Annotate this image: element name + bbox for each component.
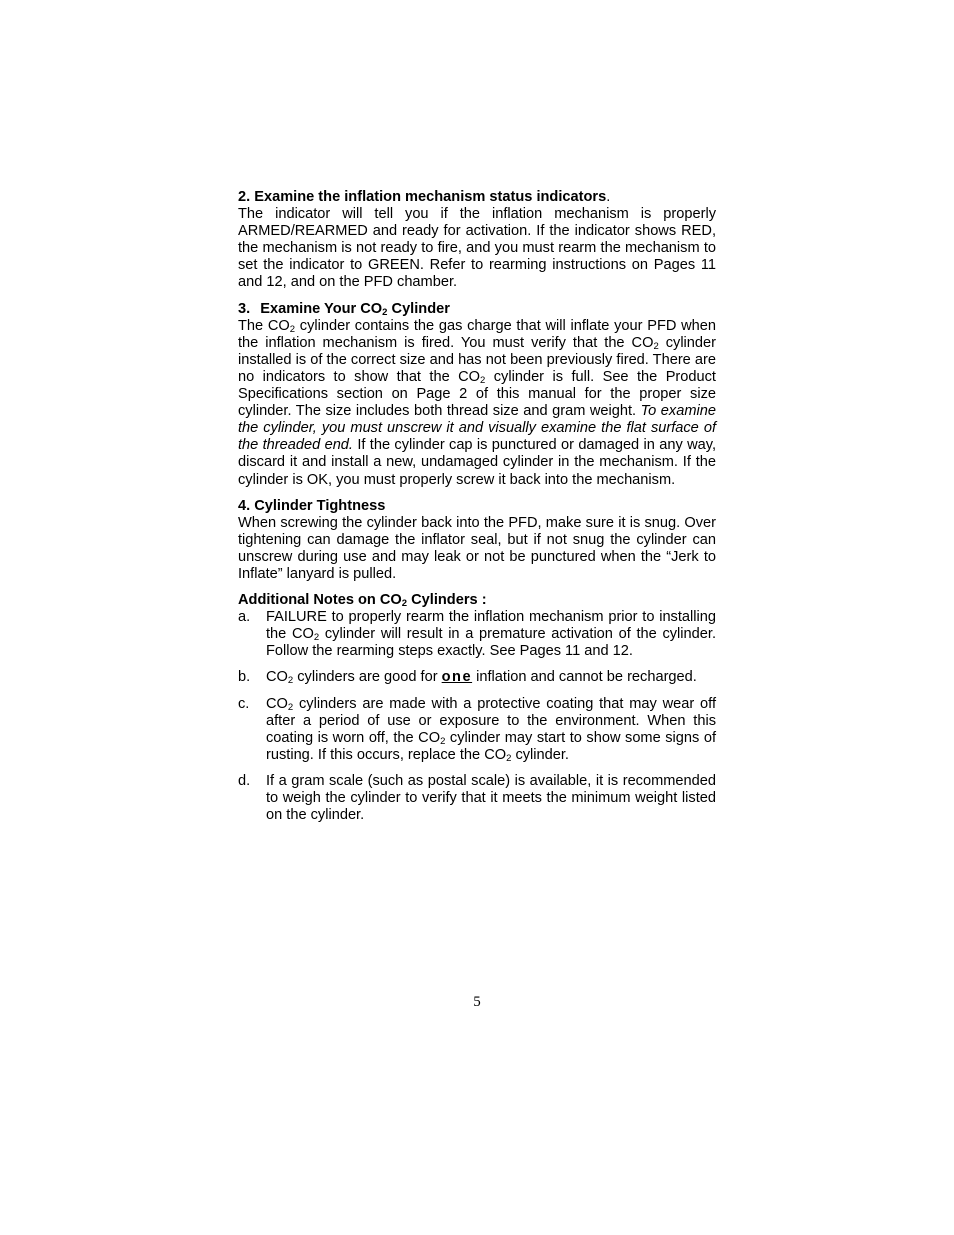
subscript: 2 — [480, 374, 486, 386]
subscript: 2 — [289, 323, 296, 335]
text-column — [238, 189, 716, 833]
list-item-text — [266, 669, 716, 686]
italic-instruction: To examine the cylinder, you must unscrew it and visually examine the flat surface of the threaded end. — [238, 403, 716, 454]
section-3-heading — [238, 301, 716, 318]
subscript: 2 — [287, 675, 294, 687]
list-marker: c. — [238, 695, 250, 712]
list-marker: b. — [238, 669, 251, 686]
section-3 — [238, 301, 716, 489]
text-run: The CO — [238, 317, 290, 334]
list-marker: a. — [238, 609, 251, 626]
text-run: cylinder installed is of the correct size and has not been previously fired. There are no indicators to show that the CO — [238, 334, 717, 385]
section-4 — [238, 498, 716, 583]
text-run: cylinder. — [511, 746, 569, 763]
section-3-number: 3. — [238, 300, 251, 317]
text-run: cylinders are good for — [293, 669, 442, 686]
section-2-heading — [238, 189, 716, 206]
notes-heading — [238, 592, 716, 609]
list-item-text — [266, 609, 716, 660]
text-run: CO — [266, 669, 288, 686]
subscript: 2 — [313, 632, 320, 644]
list-item — [238, 773, 716, 824]
list-item — [238, 609, 716, 660]
section-2-title: 2. Examine the inflation mechanism status indicators — [238, 189, 607, 205]
section-2 — [238, 189, 716, 292]
subscript: 2 — [401, 598, 408, 610]
text-run: cylinders are made with a protective coating that may wear off after a period of use or exposure to the environment. When this coating is worn off, the CO — [266, 695, 716, 746]
text-run: cylinder is full. See the Product Specifications section on Page 2 of this manual for the proper size cylinder. The size includes both thread size and gram weight. — [238, 368, 716, 420]
subscript: 2 — [653, 340, 659, 352]
text-run: FAILURE to properly rearm the inflation mechanism prior to installing the CO — [266, 609, 716, 643]
additional-notes — [238, 592, 716, 824]
subscript: 2 — [382, 306, 388, 318]
text-run: cylinder will result in a premature activation of the cylinder. Follow the rearming steps exactly. See Pages 11 and 12. — [266, 626, 716, 660]
section-4-heading: 4. Cylinder Tightness — [238, 497, 386, 514]
text-run: cylinder may start to show some signs of rusting. If this occurs, replace the CO — [266, 729, 717, 763]
list-marker: d. — [238, 772, 251, 789]
notes-title-a: Additional Notes on CO — [238, 592, 402, 609]
section-3-title-a: Examine Your CO — [260, 300, 383, 317]
text-run: inflation and cannot be recharged. — [472, 669, 697, 686]
section-4-body: When screwing the cylinder back into the PFD, make sure it is snug. Over tightening can damage the inflator seal, but if not snug the cylinder can unscrew during use and may leak or not be punctured when the “Jerk to Inflate” lanyard is pulled. — [238, 514, 716, 582]
subscript: 2 — [287, 701, 294, 713]
emphasis-one: one — [441, 669, 473, 686]
list-item-text — [266, 696, 716, 764]
notes-list — [238, 609, 716, 824]
notes-title-b: Cylinders : — [407, 592, 487, 609]
section-3-title-b: Cylinder — [387, 300, 450, 317]
list-item — [238, 669, 716, 686]
text-run: If the cylinder cap is punctured or damaged in any way, discard it and install a new, undamaged cylinder in the mechanism. If the cylinder is OK, you must properly screw it back into the mechanism. — [238, 437, 716, 488]
text-run: cylinder contains the gas charge that will inflate your PFD when the inflation mechanism is fired. You must verify that the CO — [238, 317, 717, 351]
list-item — [238, 696, 716, 764]
subscript: 2 — [440, 735, 446, 747]
section-2-body: The indicator will tell you if the inflation mechanism is properly ARMED/REARMED and ready for activation. If the indicator shows RED, the mechanism is not ready to fire, and you must rearm the mechanism to set the indicator to GREEN. Refer to rearming instructions on Pages 11 and 12, and on the PFD chamber. — [238, 206, 716, 291]
page-number: 5 — [473, 994, 481, 1010]
list-item-text: If a gram scale (such as postal scale) is available, it is recommended to weigh the cylinder to verify that it meets the minimum weight listed on the cylinder. — [266, 772, 716, 824]
section-2-title-end: . — [606, 189, 611, 205]
section-3-body — [238, 318, 716, 489]
text-run: CO — [266, 695, 288, 712]
subscript: 2 — [506, 752, 512, 764]
